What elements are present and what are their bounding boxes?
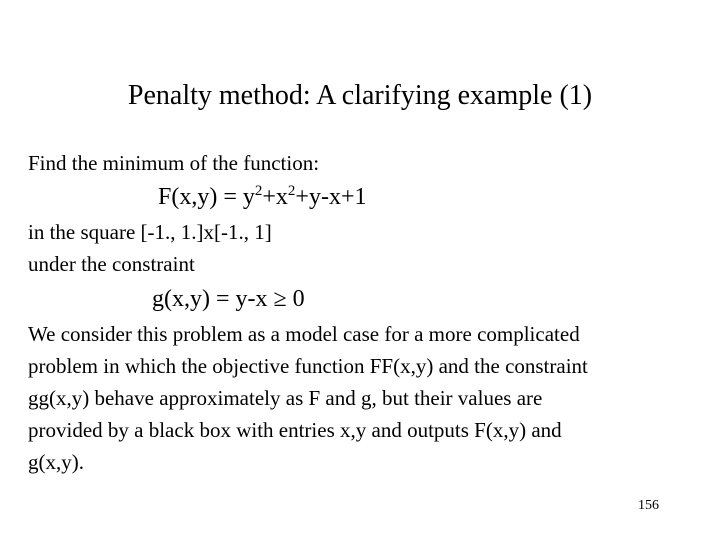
description-paragraph <box>28 318 698 478</box>
formula-suffix: +y-x+1 <box>295 184 367 210</box>
constraint-formula: g(x,y) = y-x ≥ 0 <box>152 286 305 312</box>
formula-exponent-x: 2 <box>287 183 296 199</box>
formula-middle: +x <box>262 184 288 210</box>
paragraph-line: We consider this problem as a model case for a more complicated <box>28 322 580 346</box>
paragraph-line: gg(x,y) behave approximately as F and g, but their values are <box>28 386 543 410</box>
paragraph-line: g(x,y). <box>28 450 84 474</box>
slide-title: Penalty method: A clarifying example (1) <box>127 80 593 111</box>
domain-text: in the square [-1., 1.]x[-1., 1] <box>28 220 272 244</box>
function-formula <box>158 182 366 212</box>
formula-prefix: F(x,y) = y <box>158 184 255 210</box>
page-number: 156 <box>638 498 659 513</box>
paragraph-line: problem in which the objective function FF(x,y) and the constraint <box>28 354 588 378</box>
formula-exponent-y: 2 <box>254 183 263 199</box>
intro-text: Find the minimum of the function: <box>28 151 320 175</box>
paragraph-line: provided by a black box with entries x,y and outputs F(x,y) and <box>28 418 562 442</box>
constraint-intro-text: under the constraint <box>28 252 195 276</box>
